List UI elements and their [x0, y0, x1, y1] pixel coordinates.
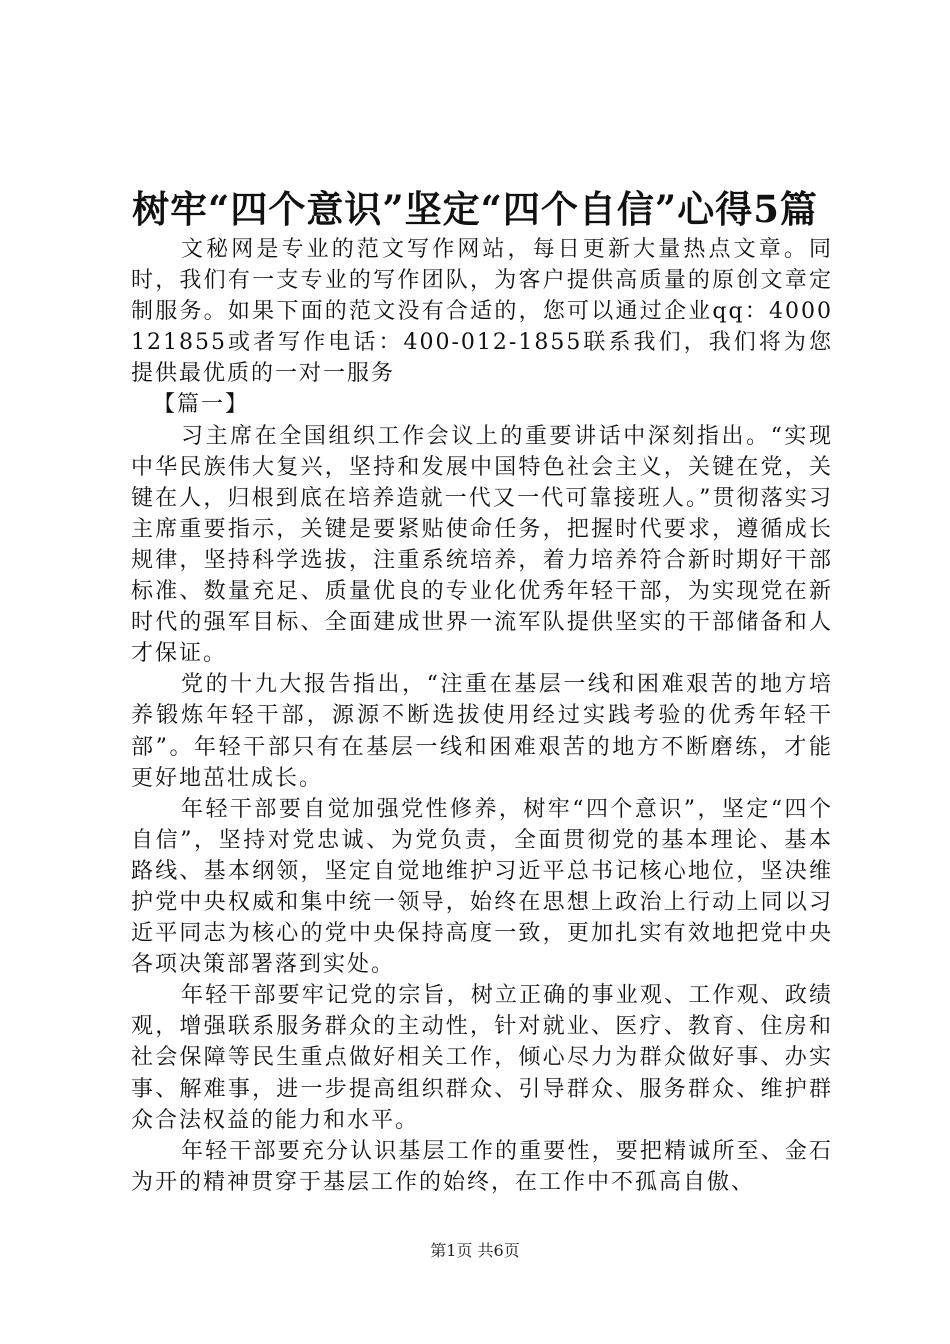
- body-paragraph: 年轻干部要充分认识基层工作的重要性，要把精诚所至、金石为开的精神贯穿于基层工作的始终，在工作中不孤高自傲、: [131, 1138, 833, 1195]
- document-title: 树牢“四个意识”坚定“四个自信”心得5篇: [132, 187, 818, 231]
- body-paragraph: 年轻干部要自觉加强党性修养，树牢“四个意识”，坚定“四个自信”，坚持对党忠诚、为党负责，全面贯彻党的基本理论、基本路线、基本纲领，坚定自觉地维护习近平总书记核心地位，坚决维护党中央权威和集中统一领导，始终在思想上政治上行动上同以习近平同志为核心的党中央保持高度一致，更加扎实有效地把党中央各项决策部署落到实处。: [131, 796, 833, 978]
- body-paragraph: 年轻干部要牢记党的宗旨，树立正确的事业观、工作观、政绩观，增强联系服务群众的主动性，针对就业、医疗、教育、住房和社会保障等民生重点做好相关工作，倾心尽力为群众做好事、办实事、解难事，进一步提高组织群众、引导群众、服务群众、维护群众合法权益的能力和水平。: [131, 983, 833, 1133]
- section-heading: 【篇一】: [153, 392, 250, 418]
- intro-paragraph: 文秘网是专业的范文写作网站，每日更新大量热点文章。同时，我们有一支专业的写作团队，为客户提供高质量的原创文章定制服务。如果下面的范文没有合适的，您可以通过企业qq：4000121855或者写作电话：400-012-1855联系我们，我们将为您提供最优质的一对一服务: [131, 237, 833, 387]
- body-paragraph: 习主席在全国组织工作会议上的重要讲话中深刻指出。“实现中华民族伟大复兴，坚持和发展中国特色社会主义，关键在党，关键在人，归根到底在培养造就一代又一代可靠接班人。”贯彻落实习主席重要指示，关键是要紧贴使命任务，把握时代要求，遵循成长规律，坚持科学选拔，注重系统培养，着力培养符合新时期好干部标准、数量充足、质量优良的专业化优秀年轻干部，为实现党在新时代的强军目标、全面建成世界一流军队提供坚实的干部储备和人才保证。: [131, 423, 833, 667]
- document-body: [131, 234, 833, 1198]
- page-number-footer: 第1页 共6页: [430, 1241, 520, 1260]
- body-paragraph: 党的十九大报告指出，“注重在基层一线和困难艰苦的地方培养锻炼年轻干部，源源不断选拔使用经过实践考验的优秀年轻干部”。年轻干部只有在基层一线和困难艰苦的地方不断磨练，才能更好地茁壮成长。: [131, 672, 833, 791]
